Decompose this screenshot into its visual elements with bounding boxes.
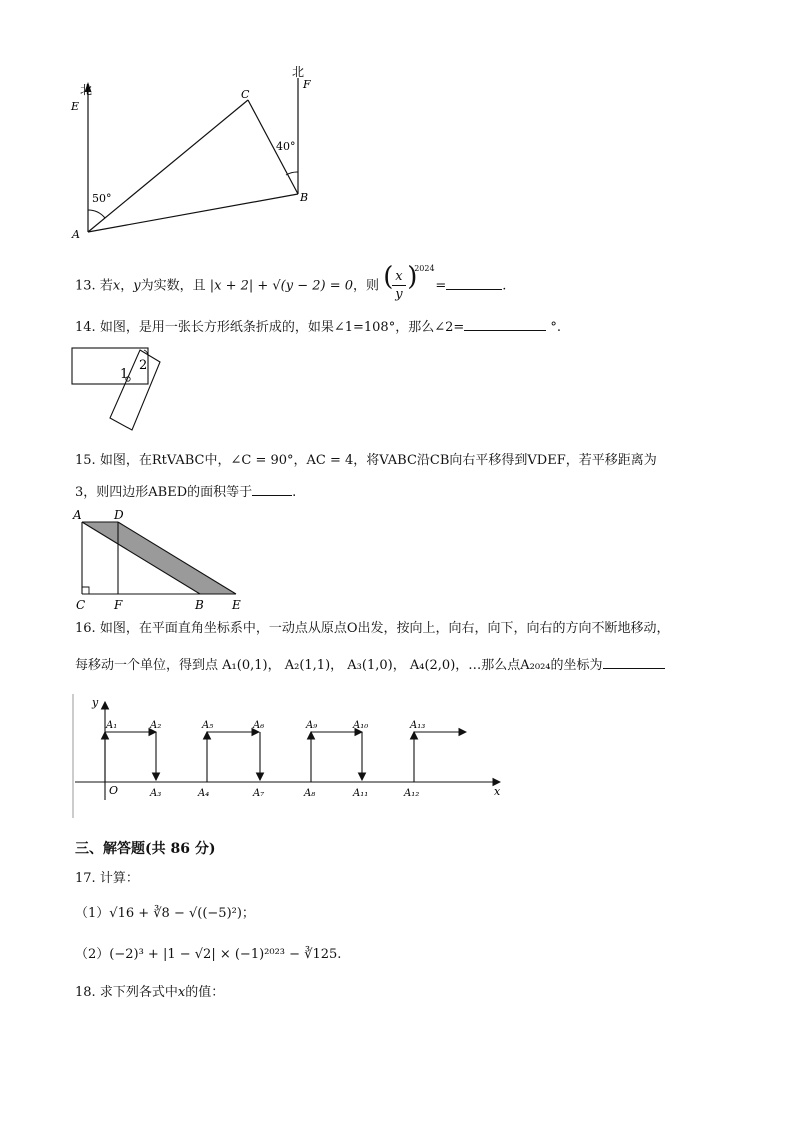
q13-number: 13. xyxy=(75,278,96,294)
q17-part-2-expression: (−2)³ + |1 − √2| × (−1)²⁰²³ − ∛125 xyxy=(109,947,338,962)
label-A11: A₁₁ xyxy=(353,788,369,799)
q18-number: 18. xyxy=(75,985,96,1000)
label-A: A xyxy=(73,508,82,522)
axis-y-label: y xyxy=(92,696,99,709)
label-A13: A₁₃ xyxy=(410,720,426,731)
q15-answer-blank[interactable] xyxy=(252,483,292,496)
label-A1: A₁ xyxy=(106,720,118,731)
q13-fraction-power: ( x y ) 2024 xyxy=(383,262,435,302)
label-B: B xyxy=(195,598,204,612)
question-17: 17. 计算： xyxy=(75,871,139,886)
q17-part-1-expression: √16 + ∛8 − √((−5)²) xyxy=(109,906,242,921)
q13-answer-blank[interactable] xyxy=(446,277,502,290)
label-E: E xyxy=(232,598,241,612)
question-16-line2: 每移动一个单位，得到点 A₁(0,1)， A₂(1,1)， A₃(1,0)， A₄(2,0)，…那么点A₂₀₂₄的坐标为 xyxy=(75,656,665,675)
label-A7: A₇ xyxy=(253,788,265,799)
q13-expression: |x + 2| + √(y − 2) = 0 xyxy=(209,278,354,294)
label-A: A xyxy=(72,228,80,241)
label-A5: A₅ xyxy=(202,720,214,731)
translation-figure xyxy=(70,506,250,616)
label-E: E xyxy=(71,100,80,113)
label-A4: A₄ xyxy=(198,788,210,799)
label-A10: A₁₀ xyxy=(353,720,369,731)
label-A3: A₃ xyxy=(150,788,162,799)
folded-strip-figure xyxy=(70,344,170,434)
angle-B-label: 40° xyxy=(276,140,296,153)
label-C: C xyxy=(76,598,86,612)
q14-answer-blank[interactable] xyxy=(464,318,546,331)
question-14: 14. 如图，是用一张长方形纸条折成的，如果∠1=108°，那么∠2= °. xyxy=(75,320,562,335)
q14-number: 14. xyxy=(75,320,96,335)
label-C: C xyxy=(241,88,250,101)
q17-part-2: （2）(−2)³ + |1 − √2| × (−1)²⁰²³ − ∛125. xyxy=(75,947,342,962)
origin-label: O xyxy=(109,784,119,797)
question-16-line1: 16. 如图，在平面直角坐标系中，一动点从原点O出发，按向上，向右，向下，向右的方向不断地移动， xyxy=(75,621,670,636)
label-A12: A₁₂ xyxy=(404,788,420,799)
q17-part-1: （1）√16 + ∛8 − √((−5)²)； xyxy=(75,906,255,921)
label-F: F xyxy=(114,598,123,612)
north-label-left: 北 xyxy=(80,83,93,97)
label-B: B xyxy=(300,191,309,204)
label-A6: A₆ xyxy=(253,720,265,731)
north-label-right: 北 xyxy=(292,65,305,79)
angle-1-label: 1 xyxy=(120,367,129,382)
label-D: D xyxy=(114,508,124,522)
label-A2: A₂ xyxy=(150,720,162,731)
question-18: 18. 求下列各式中x的值： xyxy=(75,985,225,1000)
axis-x-label: x xyxy=(494,785,501,798)
q17-number: 17. xyxy=(75,871,96,886)
coordinate-path-figure xyxy=(70,690,510,820)
angle-A-label: 50° xyxy=(92,192,112,205)
bearing-figure xyxy=(60,60,330,250)
label-A9: A₉ xyxy=(306,720,318,731)
question-15-line1: 15. 如图，在RtVABC中，∠C = 90°，AC = 4，将VABC沿CB向右平移得到VDEF，若平移距离为 xyxy=(75,453,657,468)
label-A8: A₈ xyxy=(304,788,316,799)
label-F: F xyxy=(303,78,311,91)
angle-2-label: 2 xyxy=(139,358,148,373)
q16-answer-blank[interactable] xyxy=(603,656,665,669)
q16-number: 16. xyxy=(75,621,96,636)
question-13: 13. 若x，y为实数，且 |x + 2| + √(y − 2) = 0，则 ( x y ) 2024 = . xyxy=(75,266,506,306)
question-15-line2: 3，则四边形ABED的面积等于 . xyxy=(75,485,297,500)
section-3-title: 三、解答题(共 86 分) xyxy=(75,841,216,857)
q15-number: 15. xyxy=(75,453,96,468)
